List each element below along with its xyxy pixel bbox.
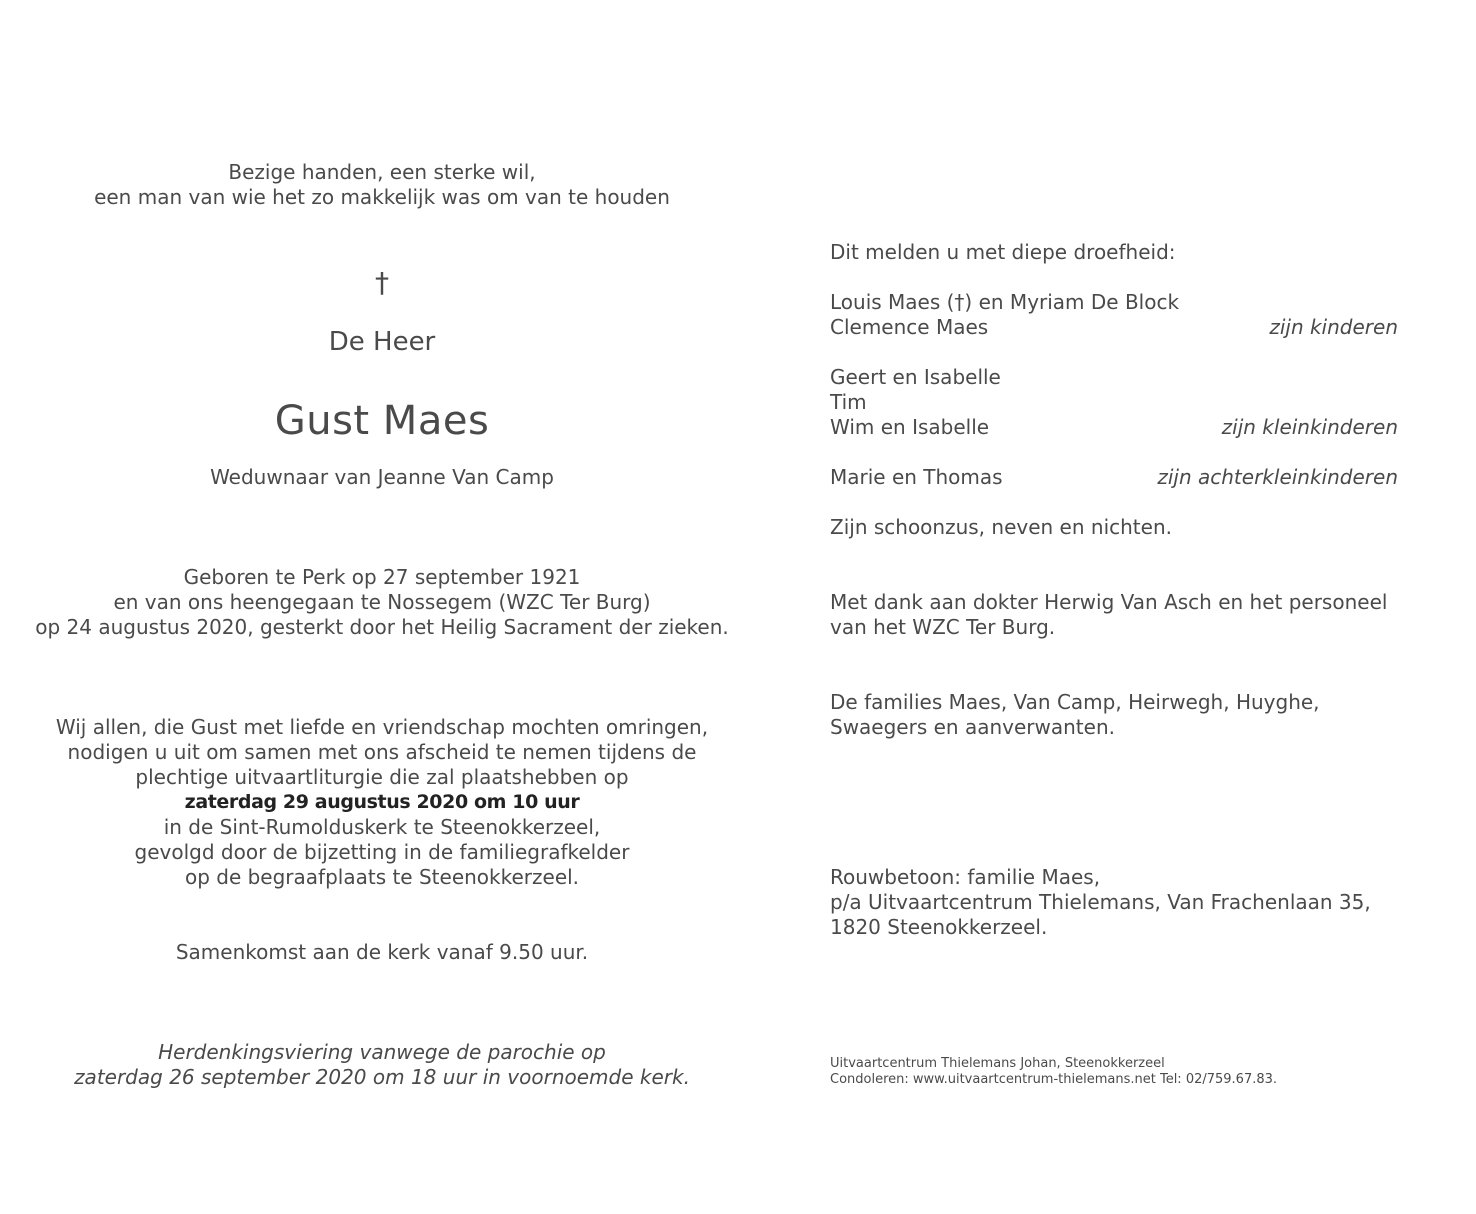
- great-grandchildren: Marie en Thomas: [830, 465, 1003, 489]
- deceased-title: De Heer: [328, 327, 436, 357]
- condolence-line-3: 1820 Steenokkerzeel.: [830, 915, 1048, 939]
- child-1: Louis Maes (†) en Myriam De Block: [830, 290, 1180, 314]
- relatives-line: Zijn schoonzus, neven en nichten.: [830, 515, 1172, 539]
- remembrance-line-2: zaterdag 26 september 2020 om 18 uur in voornoemde kerk.: [74, 1065, 690, 1089]
- great-grandchildren-label: zijn achterkleinkinderen: [1157, 465, 1398, 489]
- invitation-line-3: plechtige uitvaartliturgie die zal plaatshebben op: [135, 765, 629, 789]
- widower-line: Weduwnaar van Jeanne Van Camp: [210, 465, 554, 489]
- invitation-line-1: Wij allen, die Gust met liefde en vriendschap mochten omringen,: [55, 715, 709, 739]
- children-label: zijn kinderen: [1269, 315, 1398, 339]
- footer-line-1: Uitvaartcentrum Thielemans Johan, Steenokkerzeel: [830, 1056, 1165, 1071]
- thanks-line-1: Met dank aan dokter Herwig Van Asch en het personeel: [830, 590, 1388, 614]
- motto-line-1: Bezige handen, een sterke wil,: [228, 160, 536, 184]
- deceased-name: Gust Maes: [274, 398, 490, 444]
- motto-line-2: een man van wie het zo makkelijk was om van te houden: [94, 185, 670, 209]
- born-line-1: Geboren te Perk op 27 september 1921: [183, 565, 581, 589]
- location-line-3: op de begraafplaats te Steenokkerzeel.: [184, 865, 580, 889]
- location-line-2: gevolgd door de bijzetting in de familiegrafkelder: [134, 840, 630, 864]
- grandchild-1: Geert en Isabelle: [830, 365, 1001, 389]
- condolence-line-1: Rouwbetoon: familie Maes,: [830, 865, 1101, 889]
- remembrance-line-1: Herdenkingsviering vanwege de parochie op: [158, 1040, 606, 1064]
- child-2: Clemence Maes: [830, 315, 989, 339]
- grandchild-3: Wim en Isabelle: [830, 415, 990, 439]
- footer-line-2: Condoleren: www.uitvaartcentrum-thielemans.net Tel: 02/759.67.83.: [830, 1072, 1278, 1087]
- families-line-2: Swaegers en aanverwanten.: [830, 715, 1115, 739]
- born-line-3: op 24 augustus 2020, gesterkt door het Heilig Sacrament der zieken.: [35, 615, 729, 639]
- families-line-1: De families Maes, Van Camp, Heirwegh, Huyghe,: [830, 690, 1320, 714]
- condolence-line-2: p/a Uitvaartcentrum Thielemans, Van Frachenlaan 35,: [830, 890, 1371, 914]
- born-line-2: en van ons heengegaan te Nossegem (WZC Ter Burg): [113, 590, 651, 614]
- location-line-1: in de Sint-Rumolduskerk te Steenokkerzeel,: [163, 815, 601, 839]
- thanks-line-2: van het WZC Ter Burg.: [830, 615, 1056, 639]
- grandchildren-label: zijn kleinkinderen: [1221, 415, 1398, 439]
- cross-icon: †: [375, 266, 389, 299]
- grandchild-2: Tim: [830, 390, 867, 414]
- invitation-line-2: nodigen u uit om samen met ons afscheid te nemen tijdens de: [67, 740, 697, 764]
- funeral-date: zaterdag 29 augustus 2020 om 10 uur: [184, 791, 580, 813]
- gathering-line: Samenkomst aan de kerk vanaf 9.50 uur.: [175, 940, 589, 964]
- announcement-intro: Dit melden u met diepe droefheid:: [830, 240, 1176, 264]
